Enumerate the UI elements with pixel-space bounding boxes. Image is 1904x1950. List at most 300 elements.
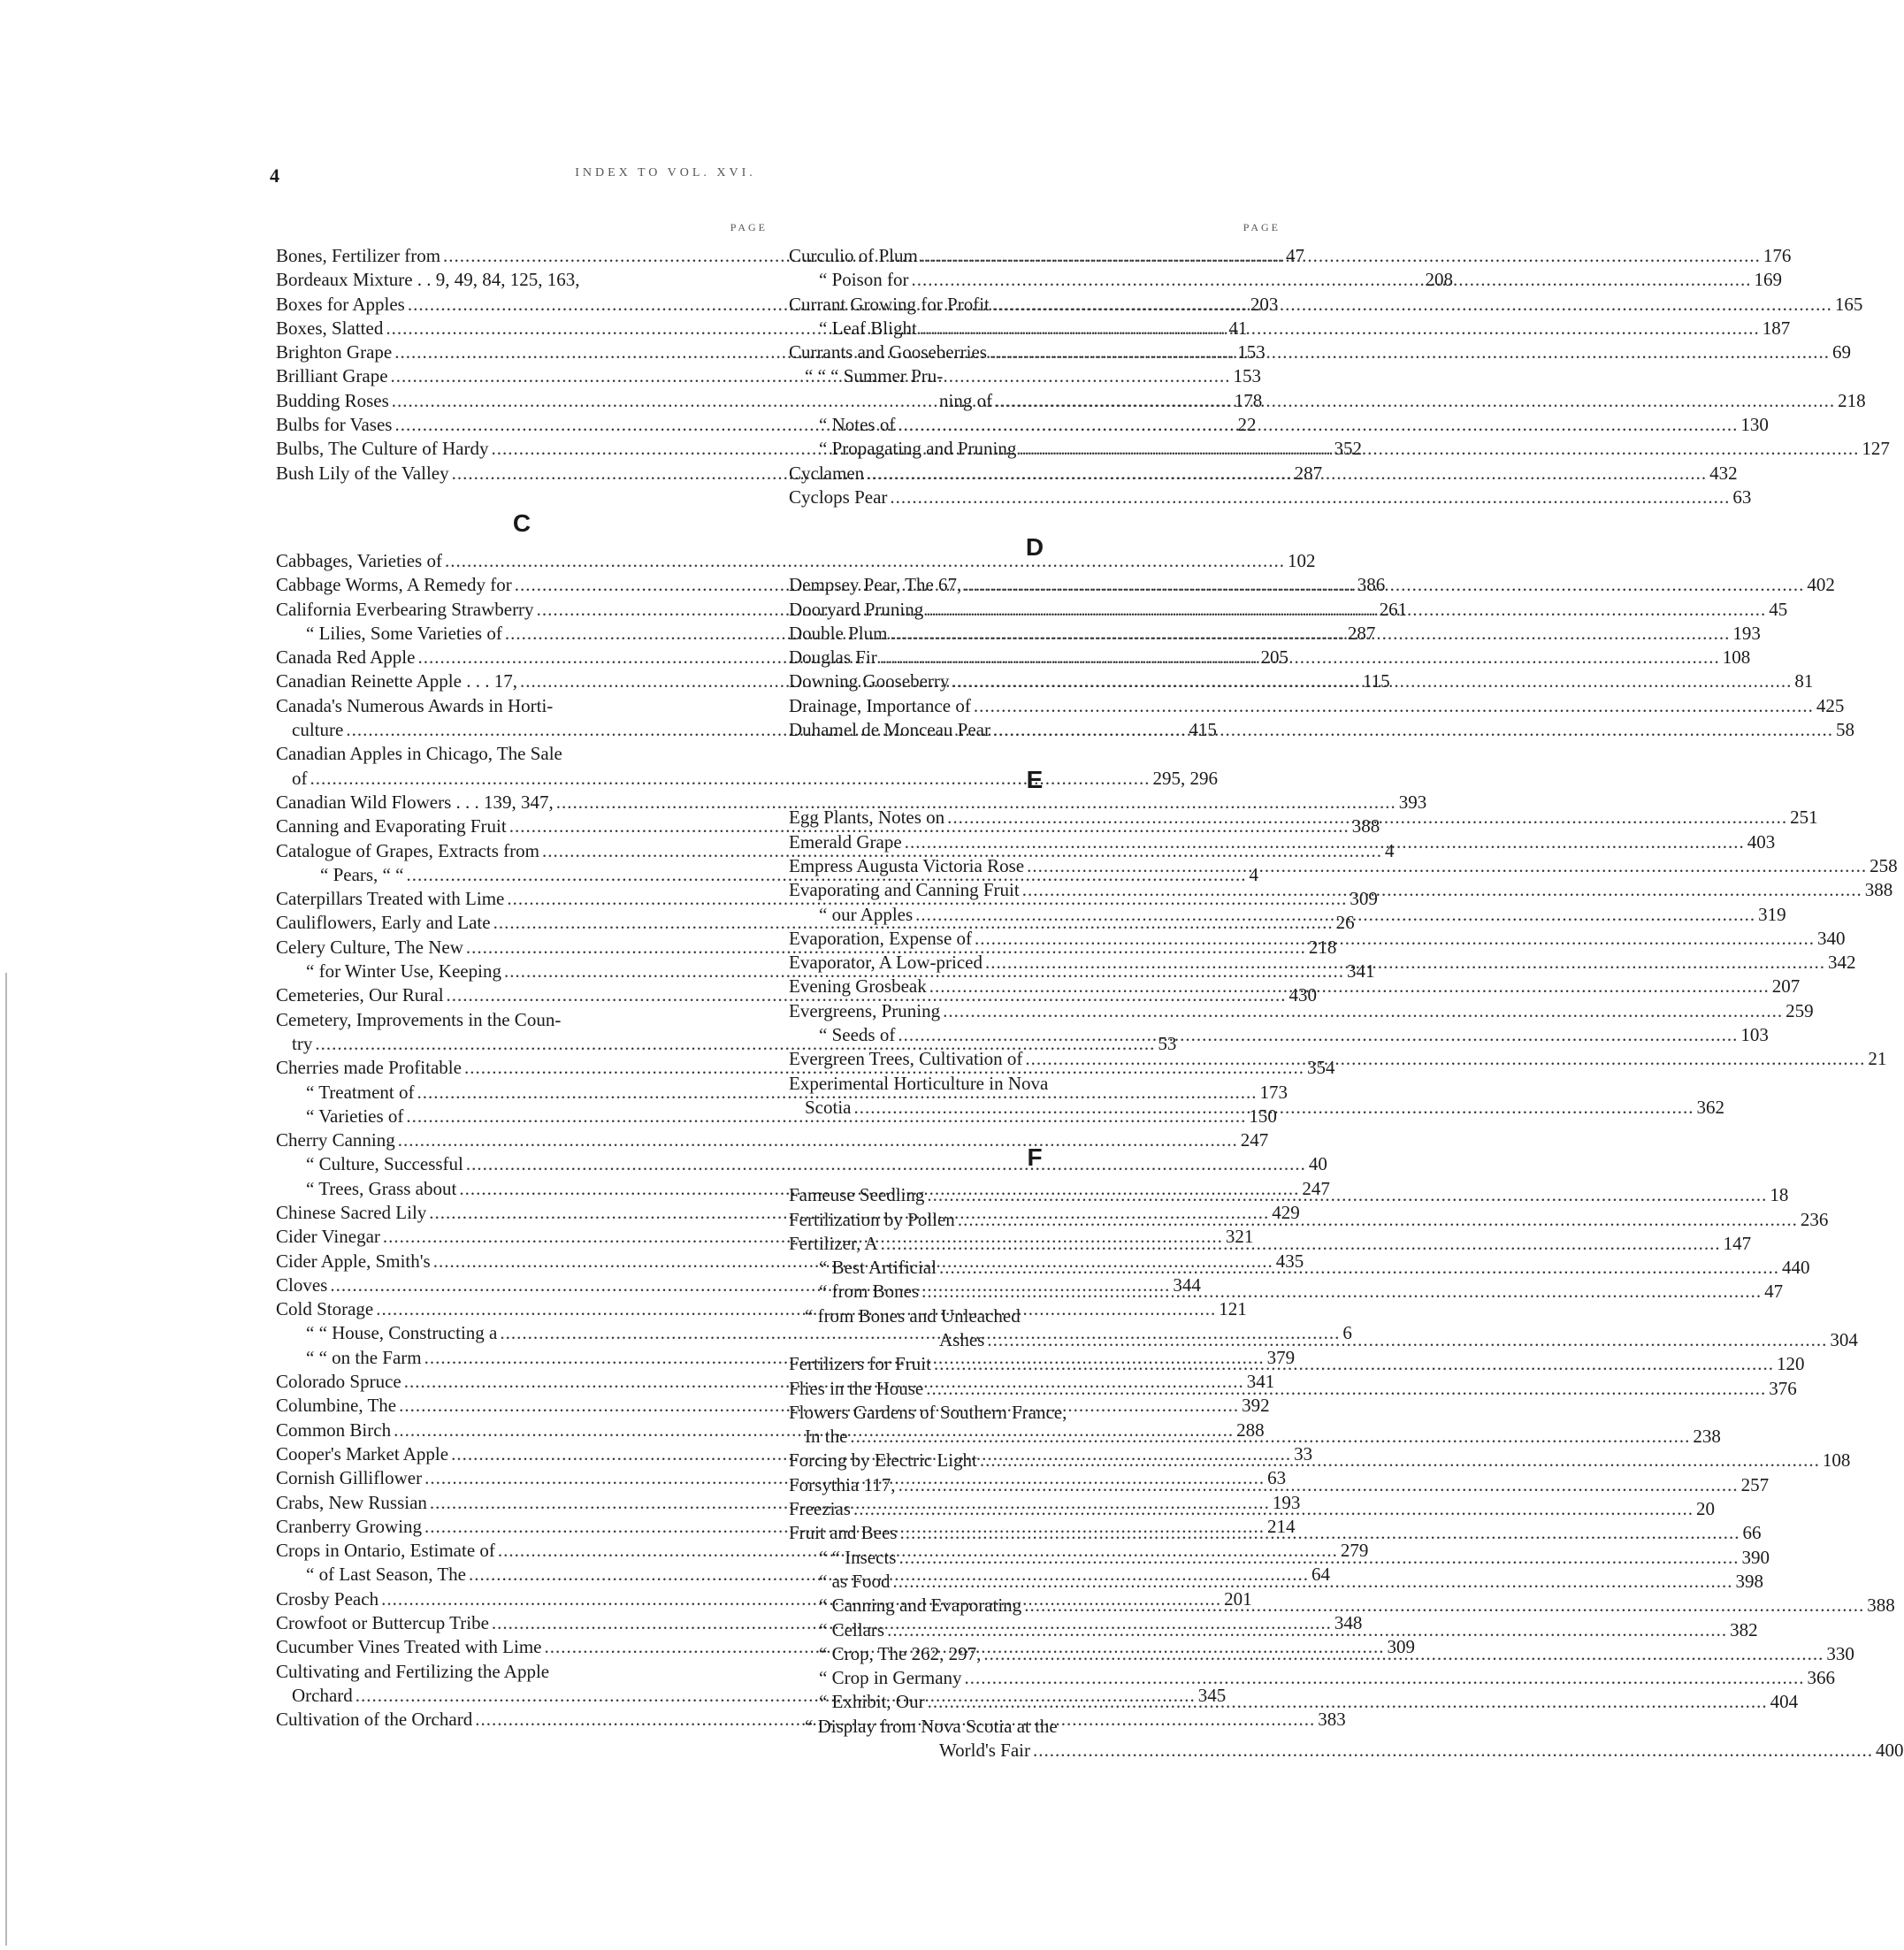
dot-leader [896, 1473, 1741, 1497]
index-term: Freezias [789, 1498, 851, 1520]
page-reference: 287 [1294, 462, 1323, 484]
dot-leader [937, 1256, 1782, 1280]
page-reference: 376 [1769, 1377, 1797, 1399]
dot-leader [944, 806, 1790, 830]
page-reference: 4 [1249, 863, 1258, 885]
index-term: Caterpillars Treated with Lime [276, 888, 505, 910]
page-reference: 153 [1233, 365, 1262, 387]
section-letter: F [1027, 1143, 1043, 1172]
index-term: Evaporator, A Low-priced [789, 952, 983, 974]
page-reference: 165 [1834, 293, 1863, 315]
dot-leader [909, 268, 1755, 292]
index-entry [789, 1666, 1836, 1690]
index-term: “ as Food [819, 1570, 891, 1592]
page-reference: 22 [1237, 414, 1257, 436]
page-reference: 425 [1816, 694, 1845, 716]
index-term: Cooper's Market Apple [276, 1442, 449, 1464]
index-term: Celery Culture, The New [276, 936, 463, 958]
page-reference: 21 [1868, 1048, 1887, 1070]
index-term: Egg Plants, Notes on [789, 807, 945, 829]
index-term: Drainage, Importance of [789, 694, 971, 716]
dot-leader [977, 1449, 1823, 1472]
index-term: Crowfoot or Buttercup Tribe [276, 1612, 489, 1634]
index-term: Cider Vinegar [276, 1226, 380, 1248]
index-term: Bush Lily of the Valley [276, 462, 449, 484]
dot-leader [925, 1690, 1770, 1714]
page-reference: 150 [1249, 1105, 1277, 1127]
index-term: Downing Gooseberry [789, 670, 950, 692]
page-reference: 435 [1275, 1250, 1304, 1272]
dot-leader [992, 389, 1838, 413]
page-reference: 153 [1237, 341, 1266, 363]
index-term: In the [805, 1426, 848, 1448]
page-reference: 115 [1362, 670, 1390, 692]
index-entry [789, 1377, 1797, 1401]
dot-leader [1024, 854, 1870, 878]
page-reference: 344 [1173, 1273, 1201, 1296]
index-term: “ Lilies, Some Varieties of [306, 622, 502, 644]
page-reference: 257 [1740, 1473, 1770, 1495]
index-entry [789, 317, 1791, 340]
dot-leader [913, 903, 1758, 927]
index-entry [789, 718, 1854, 742]
dot-leader [877, 646, 1723, 669]
dot-leader [949, 669, 1794, 693]
index-entry-line: Canadian Apples in Chicago, The Sale [276, 743, 562, 765]
index-entry-line: Cemetery, Improvements in the Coun- [276, 1008, 562, 1030]
index-term: Boxes for Apples [276, 293, 405, 315]
dot-leader [987, 340, 1832, 364]
index-term: Evergreens, Pruning [789, 999, 941, 1021]
page-reference: 386 [1357, 574, 1386, 596]
page-reference: 295, 296 [1152, 767, 1218, 789]
index-term: World's Fair [939, 1740, 1031, 1762]
page-reference: 47 [1764, 1281, 1784, 1303]
dot-leader [897, 1521, 1742, 1545]
index-entry-line: “ “ “ Summer Pru- [805, 365, 944, 387]
index-term: Empress Augusta Victoria Rose [789, 854, 1025, 876]
page-reference: 45 [1769, 598, 1788, 620]
index-term: “ for Winter Use, Keeping [306, 960, 501, 983]
page-reference: 208 [1425, 269, 1454, 291]
page-reference: 388 [1867, 1594, 1895, 1617]
index-term: “ Seeds of [819, 1024, 896, 1046]
dot-leader [955, 1208, 1801, 1232]
page-reference: 321 [1225, 1226, 1254, 1248]
index-term: Crops in Ontario, Estimate of [276, 1540, 495, 1562]
page-reference: 388 [1864, 879, 1893, 901]
dot-leader [918, 244, 1763, 268]
dot-leader [895, 1023, 1740, 1047]
index-term: Curculio of Plum [789, 245, 918, 266]
page-reference: 63 [1267, 1467, 1287, 1489]
page-reference: 176 [1763, 245, 1792, 266]
page-reference: 207 [1771, 975, 1801, 998]
page-reference: 33 [1294, 1442, 1313, 1464]
dot-leader [962, 1666, 1808, 1690]
index-term: Cemeteries, Our Rural [276, 984, 444, 1006]
page-reference: 251 [1790, 807, 1818, 829]
index-term: Cabbages, Varieties of [276, 549, 442, 571]
index-term: Canadian Wild Flowers . . . 139, 347, [276, 791, 554, 813]
index-entry-line: Flowers Gardens of Southern France, [789, 1401, 1067, 1423]
index-entry [789, 1023, 1769, 1047]
page-reference: 345 [1197, 1684, 1227, 1706]
page-reference: 121 [1219, 1298, 1247, 1320]
index-term: Duhamel de Monceau Pear [789, 719, 990, 741]
index-entry [789, 1594, 1895, 1617]
index-term: Cold Storage [276, 1298, 374, 1320]
dot-leader [981, 1642, 1826, 1666]
index-term: Cloves [276, 1273, 328, 1296]
dot-leader [902, 830, 1747, 854]
page-reference: 279 [1340, 1540, 1369, 1562]
index-term: Brilliant Grape [276, 365, 388, 387]
index-entry [276, 767, 1218, 791]
page-reference: 400 [1876, 1740, 1904, 1762]
page-reference: 63 [1732, 486, 1752, 508]
page-reference: 393 [1398, 791, 1427, 813]
index-term: California Everbearing Strawberry [276, 598, 534, 620]
index-term: Evaporating and Canning Fruit [789, 879, 1020, 901]
index-term: “ Crop, The 262, 297, [819, 1642, 982, 1664]
page-reference: 432 [1709, 462, 1738, 484]
index-term: Fertilizer, A [789, 1232, 878, 1254]
index-term: Flies in the House [789, 1377, 924, 1399]
dot-leader [917, 317, 1763, 340]
index-term: Douglas Fir [789, 646, 877, 669]
index-term: “ Propagating and Pruning [819, 438, 1017, 460]
index-entry [789, 389, 1866, 413]
index-term: Bulbs, The Culture of Hardy [276, 438, 489, 460]
index-term: culture [292, 719, 344, 741]
index-term: Cucumber Vines Treated with Lime [276, 1636, 542, 1658]
index-term: Cabbage Worms, A Remedy for [276, 574, 512, 596]
page-reference: 392 [1242, 1395, 1270, 1417]
index-term: “ Notes of [819, 414, 896, 436]
page-reference: 64 [1311, 1564, 1330, 1586]
index-term: Columbine, The [276, 1395, 397, 1417]
page-reference: 330 [1826, 1642, 1854, 1664]
index-term: Canadian Reinette Apple . . . 17, [276, 670, 517, 692]
index-entry [276, 791, 1427, 814]
index-term: Brighton Grape [276, 341, 393, 363]
page-reference: 309 [1387, 1636, 1415, 1658]
index-entry [789, 413, 1769, 437]
page-reference: 103 [1740, 1024, 1769, 1046]
page-reference: 203 [1250, 293, 1279, 315]
page-reference: 362 [1696, 1096, 1724, 1118]
dot-leader [961, 573, 1807, 597]
page-reference: 40 [1308, 1153, 1327, 1175]
index-term: Fertilizers for Fruit [789, 1353, 931, 1375]
index-term: Cauliflowers, Early and Late [276, 912, 491, 934]
page-reference: 205 [1260, 646, 1288, 669]
page-reference: 261 [1379, 598, 1408, 620]
page-reference: 58 [1836, 719, 1854, 741]
index-entry [789, 854, 1898, 878]
dot-leader [896, 1546, 1741, 1570]
page-reference: 340 [1817, 927, 1846, 949]
page-reference: 20 [1695, 1498, 1715, 1520]
index-entry-line: Experimental Horticulture in Nova [789, 1072, 1049, 1094]
page-reference: 382 [1730, 1618, 1758, 1640]
page-reference: 47 [1286, 245, 1305, 266]
page-reference: 102 [1287, 549, 1316, 571]
index-term: Canada Red Apple [276, 646, 416, 669]
page-reference: 81 [1794, 670, 1814, 692]
page-reference: 4 [1384, 839, 1395, 861]
index-term: Cyclops Pear [789, 486, 888, 508]
index-entry [789, 1232, 1752, 1256]
dot-leader [884, 1618, 1730, 1642]
page-reference: 390 [1741, 1546, 1770, 1568]
index-term: “ Trees, Grass about [306, 1177, 457, 1199]
dot-leader [990, 718, 1836, 742]
index-entry [789, 293, 1863, 317]
page-reference: 108 [1822, 1449, 1851, 1472]
page-reference: 178 [1234, 389, 1263, 411]
page-number: 4 [270, 164, 279, 187]
index-term: Crosby Peach [276, 1587, 379, 1610]
index-entry-line: Cultivating and Fertilizing the Apple [276, 1660, 550, 1682]
section-letter: E [1026, 766, 1044, 794]
page-reference: 53 [1158, 1032, 1177, 1054]
dot-leader [895, 413, 1740, 437]
index-term: “ Best Artificial [819, 1257, 937, 1279]
page-reference: 403 [1747, 830, 1776, 853]
page-reference: 238 [1693, 1426, 1721, 1448]
index-term: ning of [939, 389, 993, 411]
index-term: “ Leaf Blight [819, 317, 917, 339]
index-term: Evergreen Trees, Cultivation of [789, 1048, 1023, 1070]
page-reference: 18 [1770, 1184, 1789, 1206]
page-reference: 304 [1830, 1328, 1858, 1350]
page-reference: 341 [1246, 1371, 1275, 1393]
page-reference: 404 [1770, 1691, 1799, 1713]
index-term: Emerald Grape [789, 830, 902, 853]
page-reference: 6 [1342, 1322, 1352, 1344]
page-reference: 352 [1334, 438, 1362, 460]
dot-leader [923, 598, 1769, 622]
index-term: Ashes [939, 1328, 985, 1350]
dot-leader [940, 999, 1785, 1023]
index-term: Common Birch [276, 1419, 392, 1441]
index-term: Fruit and Bees [789, 1522, 898, 1544]
page-reference: 193 [1272, 1491, 1301, 1513]
page-reference: 440 [1781, 1257, 1810, 1279]
dot-leader [919, 1280, 1764, 1304]
index-term: “ of Last Season, The [306, 1564, 466, 1586]
index-term: “ “ Insects [819, 1546, 897, 1568]
page-reference: 429 [1272, 1201, 1300, 1223]
index-term: “ our Apples [819, 903, 914, 925]
index-entry [789, 694, 1845, 718]
page-reference: 383 [1318, 1709, 1346, 1731]
dot-leader [927, 975, 1772, 998]
index-entry-line: Canada's Numerous Awards in Horti- [276, 694, 554, 716]
index-entry [789, 1425, 1721, 1449]
index-term: try [292, 1032, 313, 1054]
dot-leader [1016, 437, 1862, 461]
page-reference: 258 [1870, 854, 1898, 876]
dot-leader [864, 462, 1709, 486]
dot-leader [1020, 878, 1865, 902]
index-term: “ Varieties of [306, 1105, 404, 1127]
page-reference: 379 [1266, 1346, 1296, 1368]
index-entry [789, 486, 1752, 509]
dot-leader [878, 1232, 1724, 1256]
index-term: Orchard [292, 1684, 353, 1706]
index-term: Dooryard Pruning [789, 598, 924, 620]
dot-leader [972, 927, 1817, 951]
page-column-label: PAGE [1243, 221, 1281, 233]
index-entry [789, 646, 1751, 669]
page-reference: 130 [1740, 414, 1769, 436]
page-reference: 218 [1308, 936, 1337, 958]
page-reference: 173 [1259, 1081, 1288, 1103]
index-term: Cranberry Growing [276, 1515, 423, 1537]
dot-leader [931, 1352, 1777, 1376]
page-reference: 319 [1758, 903, 1786, 925]
index-term: Double Plum [789, 622, 888, 644]
dot-leader [891, 1570, 1736, 1594]
index-entry [789, 1328, 1858, 1352]
dot-leader [852, 1096, 1697, 1120]
dot-leader [984, 1328, 1830, 1352]
index-entry [276, 1128, 1269, 1152]
index-term: Scotia [805, 1096, 852, 1118]
page-reference: 218 [1838, 389, 1866, 411]
page-reference: 26 [1335, 912, 1355, 934]
index-term: Forcing by Electric Light [789, 1449, 977, 1472]
index-term: “ “ House, Constructing a [306, 1322, 498, 1344]
page-reference: 288 [1236, 1419, 1265, 1441]
page-reference: 247 [1302, 1177, 1330, 1199]
section-letter: C [512, 509, 531, 537]
page-reference: 354 [1306, 1057, 1335, 1079]
index-entry [789, 1473, 1770, 1497]
index-term: Currant Growing for Profit [789, 293, 990, 315]
index-term: “ Crop in Germany [819, 1667, 962, 1689]
index-term: Cultivation of the Orchard [276, 1709, 473, 1731]
page-reference: 430 [1288, 984, 1318, 1006]
index-entry-line: “ from Bones and Unleached [805, 1304, 1021, 1327]
index-term: of [292, 767, 308, 789]
page-column-label: PAGE [730, 221, 768, 233]
index-term: Cyclamen [789, 462, 865, 484]
index-term: “ from Bones [819, 1281, 920, 1303]
dot-leader [971, 694, 1816, 718]
index-entry [789, 830, 1776, 854]
index-term: Boxes, Slatted [276, 317, 384, 339]
index-term: Bulbs for Vases [276, 414, 393, 436]
index-term: “ Cellars [819, 1618, 885, 1640]
index-term: “ “ on the Farm [306, 1346, 422, 1368]
page-reference: 127 [1862, 438, 1890, 460]
page-reference: 388 [1351, 815, 1380, 837]
page-reference: 69 [1831, 341, 1851, 363]
index-term: Catalogue of Grapes, Extracts from [276, 839, 539, 861]
dot-leader [851, 1497, 1696, 1521]
index-term: “ Exhibit, Our [819, 1691, 925, 1713]
index-entry [276, 1152, 1327, 1176]
page-reference: 236 [1800, 1208, 1829, 1230]
page-reference: 402 [1807, 574, 1835, 596]
running-head: INDEX TO VOL. XVI. [575, 166, 756, 180]
page-reference: 247 [1240, 1129, 1269, 1151]
index-entry [789, 340, 1851, 364]
page-reference: 147 [1723, 1232, 1752, 1254]
section-letter: D [1025, 533, 1044, 562]
page-reference: 366 [1807, 1667, 1836, 1689]
page-reference: 214 [1267, 1515, 1296, 1537]
index-term: Bones, Fertilizer from [276, 245, 441, 266]
index-term: “ Pears, “ “ [320, 863, 404, 885]
index-term: Bordeaux Mixture . . 9, 49, 84, 125, 163, [276, 269, 580, 291]
index-term: “ Culture, Successful [306, 1153, 463, 1175]
index-term: Fertilization by Pollen [789, 1208, 955, 1230]
dot-leader [887, 622, 1732, 646]
index-entry [789, 1739, 1904, 1763]
index-term: “ Treatment of [306, 1081, 415, 1103]
dot-leader [1030, 1739, 1876, 1763]
index-term: “ Canning and Evaporating [819, 1594, 1022, 1617]
index-term: Crabs, New Russian [276, 1491, 427, 1513]
page-reference: 187 [1762, 317, 1791, 339]
index-entry [789, 1690, 1799, 1714]
index-term: Fameuse Seedling [789, 1184, 925, 1206]
page-reference: 108 [1722, 646, 1751, 669]
index-term: Forsythia 117, [789, 1473, 896, 1495]
dot-leader [990, 293, 1835, 317]
page-reference: 169 [1754, 269, 1782, 291]
dot-leader [847, 1425, 1693, 1449]
page-reference: 398 [1735, 1570, 1763, 1592]
index-term: Colorado Spruce [276, 1371, 401, 1393]
dot-leader [1021, 1594, 1867, 1617]
dot-leader [983, 951, 1828, 975]
page-reference: 348 [1334, 1612, 1363, 1634]
dot-leader [1022, 1047, 1868, 1071]
index-entry-line: “ Display from Nova Scotia at the [805, 1715, 1058, 1737]
index-term: Chinese Sacred Lily [276, 1201, 427, 1223]
dot-leader [923, 1377, 1769, 1401]
page-reference: 66 [1742, 1522, 1762, 1544]
index-entry [789, 1280, 1784, 1304]
index-term: Evaporation, Expense of [789, 927, 973, 949]
page-reference: 415 [1189, 719, 1217, 741]
page-reference: 259 [1785, 999, 1814, 1021]
index-term: Budding Roses [276, 389, 389, 411]
page-reference: 41 [1228, 317, 1248, 339]
index-term: Currants and Gooseberries [789, 341, 987, 363]
dot-leader [887, 486, 1732, 509]
index-term: Canning and Evaporating Fruit [276, 815, 507, 837]
page-reference: 120 [1776, 1353, 1805, 1375]
index-entry [276, 549, 1316, 573]
page-reference: 287 [1347, 622, 1376, 644]
index-term: “ Poison for [819, 269, 909, 291]
page-reference: 342 [1828, 952, 1856, 974]
index-term: Cherries made Profitable [276, 1057, 462, 1079]
dot-leader [924, 1183, 1770, 1207]
index-term: Cornish Gilliflower [276, 1467, 423, 1489]
index-term: Cherry Canning [276, 1129, 395, 1151]
page-reference: 341 [1346, 960, 1375, 983]
index-term: Evening Grosbeak [789, 975, 927, 998]
index-entry [789, 1096, 1724, 1120]
